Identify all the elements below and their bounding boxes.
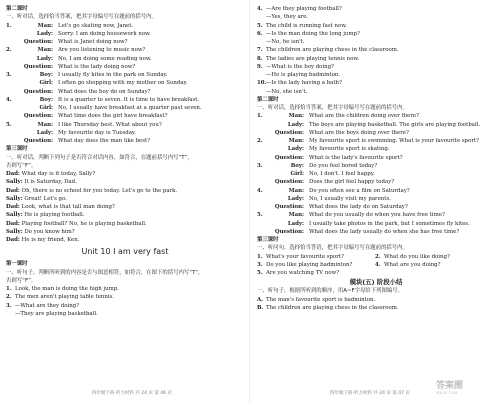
dialog-line: Sorry. I am doing housework now. bbox=[58, 30, 151, 37]
item-number: 1. bbox=[257, 253, 263, 260]
section-heading: 第三课时 bbox=[257, 237, 279, 243]
speaker: Dad: bbox=[6, 204, 20, 210]
speaker: Lady: bbox=[287, 220, 304, 227]
item-number: B. bbox=[257, 304, 264, 311]
speaker: Question: bbox=[23, 63, 53, 70]
right-page bbox=[257, 5, 495, 312]
dialog-block bbox=[6, 96, 244, 121]
speaker: Sally: bbox=[6, 228, 23, 235]
page-footer: 四年级下册·听力材料 共 24 页 第 47 页 bbox=[330, 391, 410, 396]
conversation bbox=[6, 170, 244, 244]
dialog-line: What are the children doing over there? bbox=[309, 113, 419, 120]
dialog-line: What is the lady's favourite sport? bbox=[309, 154, 403, 161]
dialog-line: My favourite sport is skating. bbox=[309, 146, 390, 153]
dialog-line: It is a quarter to seven. It is time to have breakfast. bbox=[58, 96, 200, 103]
speaker: Man: bbox=[37, 47, 53, 54]
speaker: Boy: bbox=[290, 162, 304, 169]
speaker: Lady: bbox=[287, 195, 304, 202]
list-item: —Is the man doing the long jump? bbox=[266, 30, 360, 37]
instruction: 一、听句子，判断所听到的内容是否与图意相符，如符合，在图下的括号内写“T”， bbox=[6, 269, 204, 276]
dialog-line: What are the boys doing over there? bbox=[309, 129, 409, 136]
dialog-line: Do you feel bored today? bbox=[309, 162, 378, 169]
speaker: Sally: bbox=[6, 179, 23, 186]
dialog-line: Playing football? No, he is playing basketball. bbox=[21, 220, 147, 227]
list-item: —They are playing basketball. bbox=[15, 310, 98, 317]
speaker: Girl: bbox=[290, 171, 304, 177]
list-item: —Are they playing football? bbox=[266, 6, 342, 12]
instruction: 一、听问句，选择恰当答语，把其字母编号写在题前的括号内。 bbox=[257, 245, 408, 252]
dialog-line: My favourite day is Tuesday. bbox=[58, 129, 136, 136]
speaker: Question: bbox=[274, 129, 304, 136]
question: Do you like playing badminton? bbox=[266, 261, 353, 268]
question-row bbox=[257, 253, 495, 261]
instruction: 一、听对话，选择恰当答案，把其字母编号写在题前的括号内。 bbox=[6, 14, 157, 21]
instruction: 一、听对话，判断下列句子是否符合对话内容，如符合，在题前括号内写“T”， bbox=[6, 154, 193, 161]
speaker: Lady: bbox=[287, 146, 304, 153]
dialog-line: What does the boy do on Sunday? bbox=[58, 88, 151, 95]
speaker: Dad: bbox=[6, 187, 20, 194]
speaker: Sally: bbox=[6, 195, 23, 202]
instruction: 否则写“F”。 bbox=[6, 162, 37, 169]
watermark-url: MXQE.COM bbox=[436, 391, 458, 395]
item-number: 3. bbox=[257, 261, 263, 268]
dialog-line: Great! Let's go. bbox=[24, 195, 67, 202]
dialog-line: I often go shopping with my mother on Sunday. bbox=[58, 80, 188, 87]
list-item: The children are playing chess in the classroom. bbox=[266, 304, 399, 311]
speaker: Lady: bbox=[287, 121, 304, 128]
item-number: 5. bbox=[257, 270, 263, 276]
speaker: Dad: bbox=[6, 237, 20, 243]
dialog-line: It is Saturday, Dad. bbox=[24, 179, 77, 186]
speaker: Boy: bbox=[39, 72, 53, 78]
item-number: 5. bbox=[257, 22, 263, 29]
speaker: Question: bbox=[23, 113, 53, 120]
item-number: 9. bbox=[257, 63, 263, 70]
speaker: Question: bbox=[274, 204, 304, 210]
list-item: The ladies are playing tennis now. bbox=[266, 55, 360, 62]
list-item: Look, the man is doing the high jump. bbox=[15, 286, 119, 292]
list-item: —He is playing badminton. bbox=[266, 72, 341, 78]
speaker: Sally: bbox=[6, 212, 23, 219]
list-item: The man's favourite sport is badminton. bbox=[266, 296, 376, 303]
dialog-line: No, I usually have breakfast at a quarter past seven. bbox=[58, 105, 202, 111]
dialog-line: I like Thursday best. What about you? bbox=[58, 121, 162, 128]
dialog-block bbox=[6, 121, 244, 146]
speaker: Dad: bbox=[6, 171, 20, 177]
dialog-line: Do you often see a film on Saturday? bbox=[309, 187, 410, 194]
dialog-block bbox=[257, 211, 495, 236]
speaker: Girl: bbox=[39, 105, 53, 111]
list-item: —No, she isn't. bbox=[266, 88, 308, 95]
dialog-line: I usually fly kites in the park on Sunday. bbox=[58, 72, 168, 78]
dialog-block bbox=[6, 46, 244, 71]
unit-title: Unit 10 I am very fast bbox=[81, 247, 169, 257]
speaker: Girl: bbox=[39, 80, 53, 87]
list-item: —What is the boy doing? bbox=[266, 63, 334, 70]
dialog-line: I usually take photos in the park, but I sometimes fly kites. bbox=[309, 220, 470, 227]
watermark-logo bbox=[436, 382, 496, 400]
speaker: Man: bbox=[288, 138, 304, 144]
item-number: 5. bbox=[257, 212, 263, 219]
dialog-line: What does the lady usually do when she has free time? bbox=[309, 228, 460, 235]
speaker: Lady: bbox=[36, 30, 53, 37]
item-number: A. bbox=[257, 296, 264, 303]
dialog-block bbox=[257, 162, 495, 187]
watermark-text: 答案圈 bbox=[436, 381, 464, 391]
speaker: Lady: bbox=[36, 129, 53, 136]
dialog-line: What time does the girl have breakfast? bbox=[58, 113, 168, 120]
section-heading: 第二课时 bbox=[6, 6, 28, 12]
speaker: Question: bbox=[23, 88, 53, 95]
instruction: 一、听句子，根据所听到的顺序，用A~F字母给下列图编号。 bbox=[257, 288, 404, 295]
speaker: Question: bbox=[274, 179, 304, 186]
question: What do you like doing? bbox=[384, 253, 450, 260]
dialog-line: No, I am doing some reading now. bbox=[58, 55, 152, 62]
item-number: 10. bbox=[257, 80, 267, 87]
item-number: 8. bbox=[257, 55, 263, 62]
section-heading: 第二课时 bbox=[257, 96, 279, 103]
list-item: The child is running fast now. bbox=[266, 22, 347, 29]
item-number: 3. bbox=[6, 72, 12, 78]
item-number: 3. bbox=[6, 302, 12, 309]
item-number: 3. bbox=[257, 162, 263, 169]
dialog-line: Are you listening to music now? bbox=[58, 47, 146, 54]
list-item: —What are they doing? bbox=[15, 302, 80, 309]
dialog-line: Do you know him? bbox=[24, 228, 75, 235]
dialog-line: What does the lady do on Saturday? bbox=[309, 204, 408, 210]
speaker: Man: bbox=[37, 121, 53, 128]
item-number: 2. bbox=[375, 253, 381, 260]
item-number: 1. bbox=[6, 22, 12, 29]
dialog-line: He is playing football. bbox=[24, 212, 85, 219]
dialog-line: Does the girl feel happy today? bbox=[309, 179, 395, 186]
dialog-block bbox=[6, 71, 244, 96]
question-row bbox=[257, 269, 495, 277]
item-number: 4. bbox=[6, 96, 12, 103]
speaker: Lady: bbox=[36, 55, 53, 62]
left-page bbox=[6, 5, 244, 318]
item-number: 4. bbox=[375, 261, 381, 268]
speaker: Question: bbox=[274, 228, 304, 235]
dialog-line: Oh, there is no school for you today. Let's go to the park. bbox=[21, 187, 178, 194]
speaker: Man: bbox=[288, 187, 304, 194]
question-row bbox=[257, 261, 495, 269]
dialog-line: The boys are playing basketball. The girls are playing football. bbox=[309, 121, 481, 128]
dialog-line: What is the lady doing now? bbox=[58, 63, 136, 70]
list-item: —Is the lady having a bath? bbox=[266, 80, 342, 87]
dialog-line: My favourite sport is swimming. What is your favourite sport? bbox=[309, 138, 479, 144]
question: What are you doing? bbox=[384, 261, 441, 268]
list-item: —Yes, they are. bbox=[266, 14, 309, 21]
page-footer: 四年级下册·听力材料 共 24 页 第 46 页 bbox=[92, 391, 172, 396]
speaker: Question: bbox=[274, 154, 304, 161]
dialog-line: No, I don't. I feel happy. bbox=[309, 171, 375, 177]
dialog-line: What do you usually do when you have free time? bbox=[309, 212, 445, 219]
dialog-block bbox=[257, 112, 495, 137]
speaker: Boy: bbox=[39, 96, 53, 103]
section-heading: 第三课时 bbox=[6, 146, 28, 153]
instruction: 一、听对话，选择恰当答案，把其字母编号写在题前的括号内。 bbox=[257, 105, 408, 111]
speaker: Dad: bbox=[6, 220, 20, 227]
instruction: 否则写“F”。 bbox=[6, 277, 37, 284]
page-gutter bbox=[249, 0, 250, 403]
item-number: 1. bbox=[257, 113, 263, 120]
speaker: Question: bbox=[23, 39, 53, 45]
dialog-block bbox=[257, 137, 495, 162]
dialog-line: What day does the man like best? bbox=[58, 138, 151, 144]
item-number: 1. bbox=[6, 286, 12, 292]
speaker: Question: bbox=[23, 138, 53, 144]
speaker: Man: bbox=[288, 212, 304, 219]
list-item: The men aren't playing table tennis. bbox=[15, 294, 115, 301]
list-item: —No, he isn't. bbox=[266, 39, 305, 45]
item-number: 7. bbox=[257, 47, 263, 54]
dialog-line: Look, what is that tall man doing? bbox=[21, 204, 115, 210]
dialog-line: No, I usually visit my parents. bbox=[309, 195, 391, 202]
dialog-line: What is Janet doing now? bbox=[58, 39, 128, 45]
module-title: 模块(五) 阶段小结 bbox=[349, 278, 403, 287]
item-number: 2. bbox=[6, 294, 12, 301]
item-number: 2. bbox=[257, 138, 263, 144]
list-item: The children are playing chess in the classroom. bbox=[266, 47, 399, 54]
question: Are you watching TV now? bbox=[266, 270, 340, 276]
speaker: Man: bbox=[288, 113, 304, 120]
item-number: 2. bbox=[6, 47, 12, 54]
dialog-block bbox=[257, 187, 495, 212]
item-number: 4. bbox=[257, 6, 263, 12]
item-number: 4. bbox=[257, 187, 263, 194]
item-number: 6. bbox=[257, 30, 263, 37]
dialog-line: Let's go skating now, Janet. bbox=[58, 22, 134, 29]
item-number: 5. bbox=[6, 121, 12, 128]
speaker: Man: bbox=[37, 22, 53, 29]
dialog-line: What day is it today, Sally? bbox=[21, 171, 96, 177]
question: What's your favourite sport? bbox=[266, 253, 344, 260]
dialog-line: He is my friend, Ken. bbox=[21, 237, 80, 243]
dialog-block bbox=[6, 22, 244, 47]
section-heading: 第一课时 bbox=[6, 261, 28, 268]
